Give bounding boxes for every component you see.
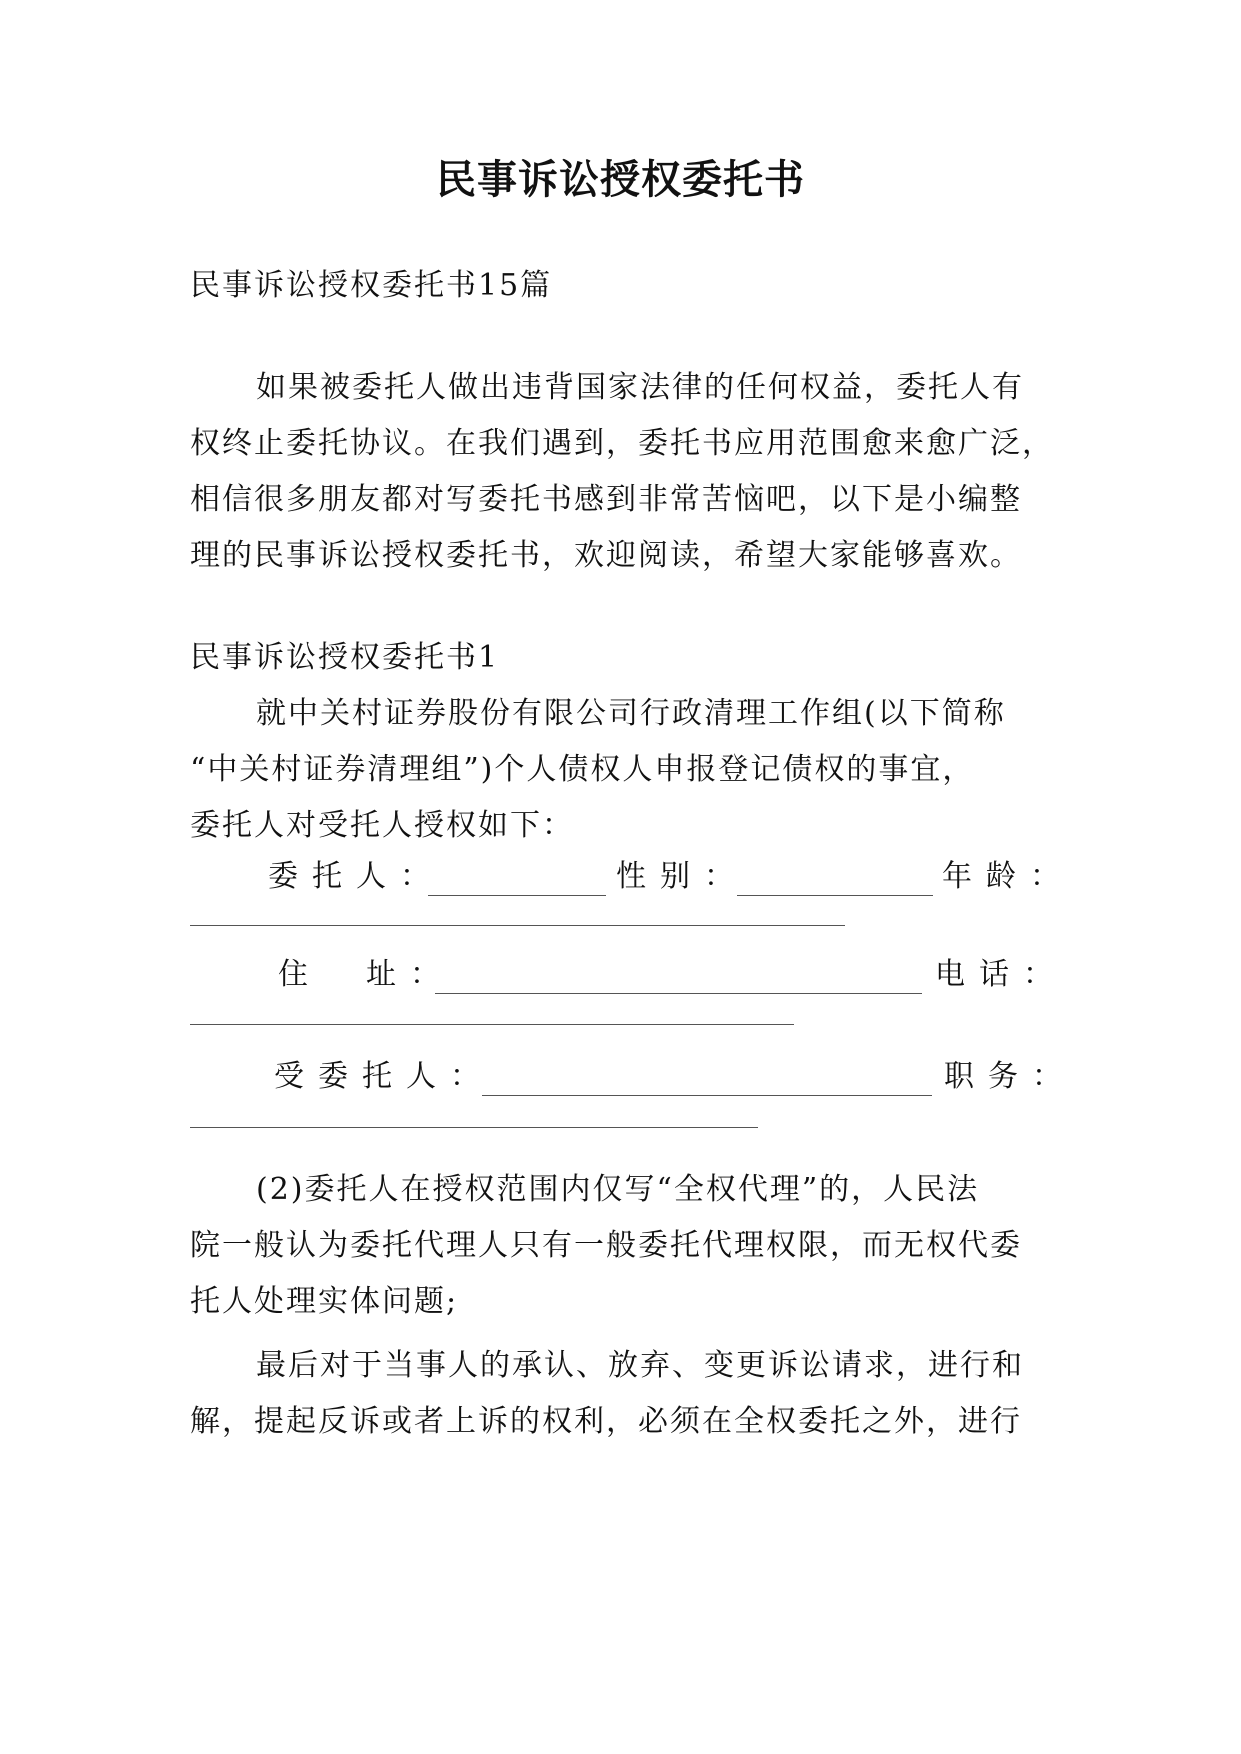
paragraph2-line-3: 托人处理实体问题; — [190, 1284, 459, 1319]
position-blank[interactable] — [190, 1127, 758, 1128]
principal-row — [0, 857, 1241, 901]
position-label: 职务： — [944, 1059, 1076, 1094]
phone-label: 电话： — [935, 957, 1067, 992]
section1-heading: 民事诉讼授权委托书1 — [190, 640, 500, 675]
address-label: 住 址： — [278, 957, 454, 992]
section1-line-1: 就中关村证券股份有限公司行政清理工作组(以下简称 — [256, 696, 1006, 731]
document-subtitle: 民事诉讼授权委托书15篇 — [190, 268, 553, 303]
agent-label: 受委托人： — [274, 1059, 494, 1094]
agent-row — [0, 1057, 1241, 1101]
intro-line-4: 理的民事诉讼授权委托书，欢迎阅读，希望大家能够喜欢。 — [190, 538, 1022, 573]
intro-line-1: 如果被委托人做出违背国家法律的任何权益，委托人有 — [256, 370, 1024, 405]
principal-blank[interactable] — [428, 895, 606, 896]
agent-blank[interactable] — [482, 1095, 932, 1096]
paragraph3-line-2: 解，提起反诉或者上诉的权利，必须在全权委托之外，进行 — [190, 1404, 1022, 1439]
intro-line-3: 相信很多朋友都对写委托书感到非常苦恼吧，以下是小编整 — [190, 482, 1022, 517]
section1-line-3: 委托人对受托人授权如下： — [190, 808, 574, 843]
paragraph2-line-1: (2)委托人在授权范围内仅写“全权代理”的，人民法 — [256, 1172, 980, 1207]
address-blank[interactable] — [435, 993, 922, 994]
paragraph3-line-1: 最后对于当事人的承认、放弃、变更诉讼请求，进行和 — [256, 1348, 1024, 1383]
gender-label: 性别： — [616, 859, 748, 894]
age-label: 年龄： — [942, 859, 1074, 894]
age-blank[interactable] — [190, 925, 845, 926]
document-title: 民事诉讼授权委托书 — [436, 156, 805, 203]
gender-blank[interactable] — [737, 895, 933, 896]
address-row — [0, 955, 1241, 999]
phone-blank[interactable] — [190, 1024, 794, 1025]
section1-line-2: “中关村证券清理组”)个人债权人申报登记债权的事宜， — [190, 752, 975, 787]
paragraph2-line-2: 院一般认为委托代理人只有一般委托代理权限，而无权代委 — [190, 1228, 1022, 1263]
principal-label: 委托人： — [268, 859, 444, 894]
intro-line-2: 权终止委托协议。在我们遇到，委托书应用范围愈来愈广泛， — [190, 426, 1054, 461]
